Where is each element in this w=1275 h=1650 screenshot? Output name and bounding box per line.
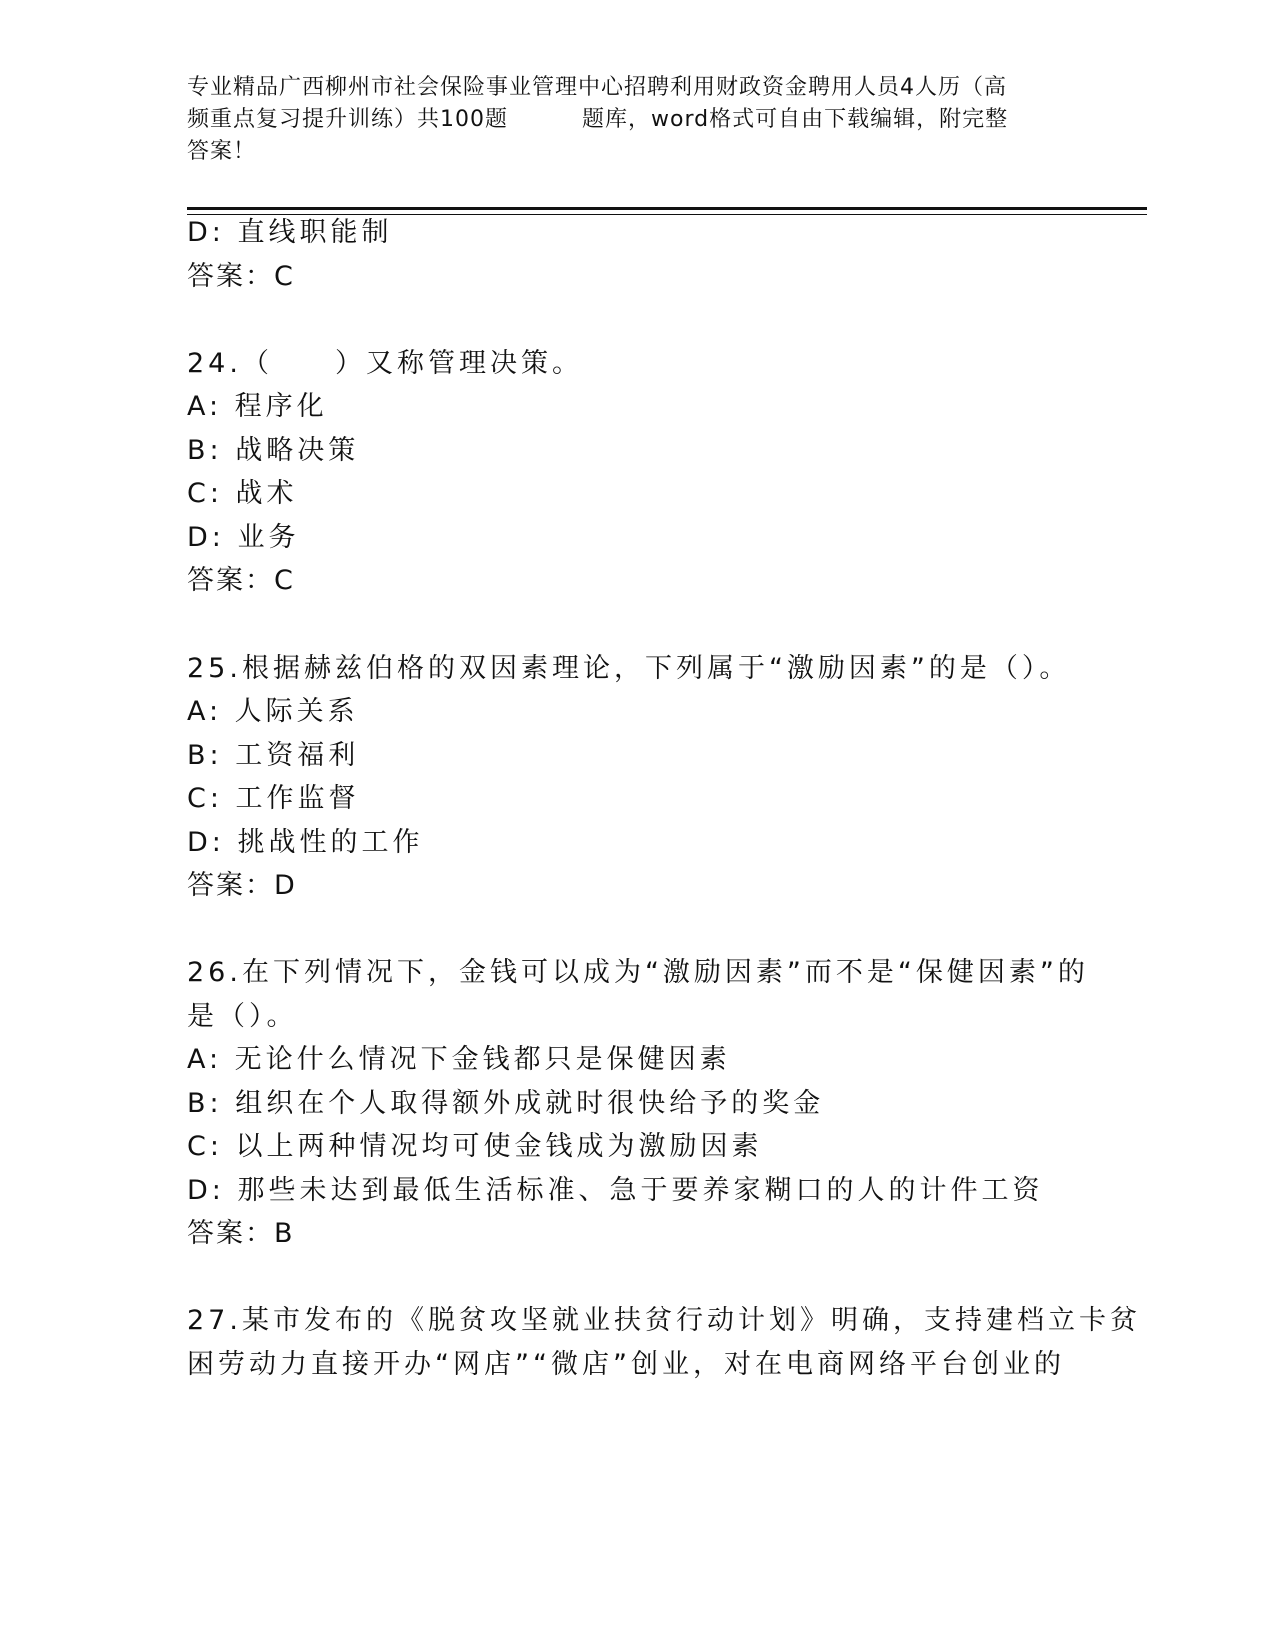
question-26-option-d: D: 那些未达到最低生活标准、急于要养家糊口的人的计件工资 bbox=[187, 1175, 1044, 1206]
option-d-line: D: 直线职能制 bbox=[187, 217, 393, 248]
question-25-option-d: D: 挑战性的工作 bbox=[187, 827, 424, 858]
question-25-option-b: B: 工资福利 bbox=[187, 740, 360, 771]
header-line-2-part-1: 频重点复习提升训练）共100题 bbox=[187, 107, 508, 132]
question-26-option-b: B: 组织在个人取得额外成就时很快给予的奖金 bbox=[187, 1088, 825, 1119]
document-header bbox=[187, 72, 1087, 168]
header-line-2 bbox=[187, 104, 1087, 136]
answer-line: 答案：C bbox=[187, 261, 295, 292]
question-24-option-a: A: 程序化 bbox=[187, 391, 328, 422]
header-divider-thin bbox=[187, 214, 1147, 215]
header-line-3: 答案！ bbox=[187, 139, 257, 164]
header-divider-thick bbox=[187, 207, 1147, 210]
question-25-option-c: C: 工作监督 bbox=[187, 783, 360, 814]
question-26-option-a: A: 无论什么情况下金钱都只是保健因素 bbox=[187, 1044, 731, 1075]
question-26-answer: 答案：B bbox=[187, 1218, 295, 1249]
question-24-option-d: D: 业务 bbox=[187, 522, 300, 553]
question-26-option-c: C: 以上两种情况均可使金钱成为激励因素 bbox=[187, 1131, 763, 1162]
question-26-stem-line-2: 是（）。 bbox=[187, 1001, 298, 1032]
question-24-stem: 24.（ ）又称管理决策。 bbox=[187, 348, 583, 379]
header-line-1: 专业精品广西柳州市社会保险事业管理中心招聘利用财政资金聘用人员4人历（高 bbox=[187, 75, 1007, 100]
question-26-stem-line-1: 26.在下列情况下，金钱可以成为“激励因素”而不是“保健因素”的 bbox=[187, 957, 1089, 988]
question-25-answer: 答案：D bbox=[187, 870, 297, 901]
question-25-option-a: A: 人际关系 bbox=[187, 696, 359, 727]
question-27-stem-line-1: 27.某市发布的《脱贫攻坚就业扶贫行动计划》明确，支持建档立卡贫 bbox=[187, 1305, 1141, 1336]
question-24-option-c: C: 战术 bbox=[187, 478, 298, 509]
question-27-stem-line-2: 困劳动力直接开办“网店”“微店”创业，对在电商网络平台创业的 bbox=[187, 1349, 1065, 1380]
question-24-answer: 答案：C bbox=[187, 565, 295, 596]
question-24-option-b: B: 战略决策 bbox=[187, 435, 360, 466]
question-25-stem: 25.根据赫兹伯格的双因素理论，下列属于“激励因素”的是（）。 bbox=[187, 653, 1071, 684]
header-line-2-part-2: 题库，word格式可自由下载编辑，附完整 bbox=[582, 107, 1009, 132]
